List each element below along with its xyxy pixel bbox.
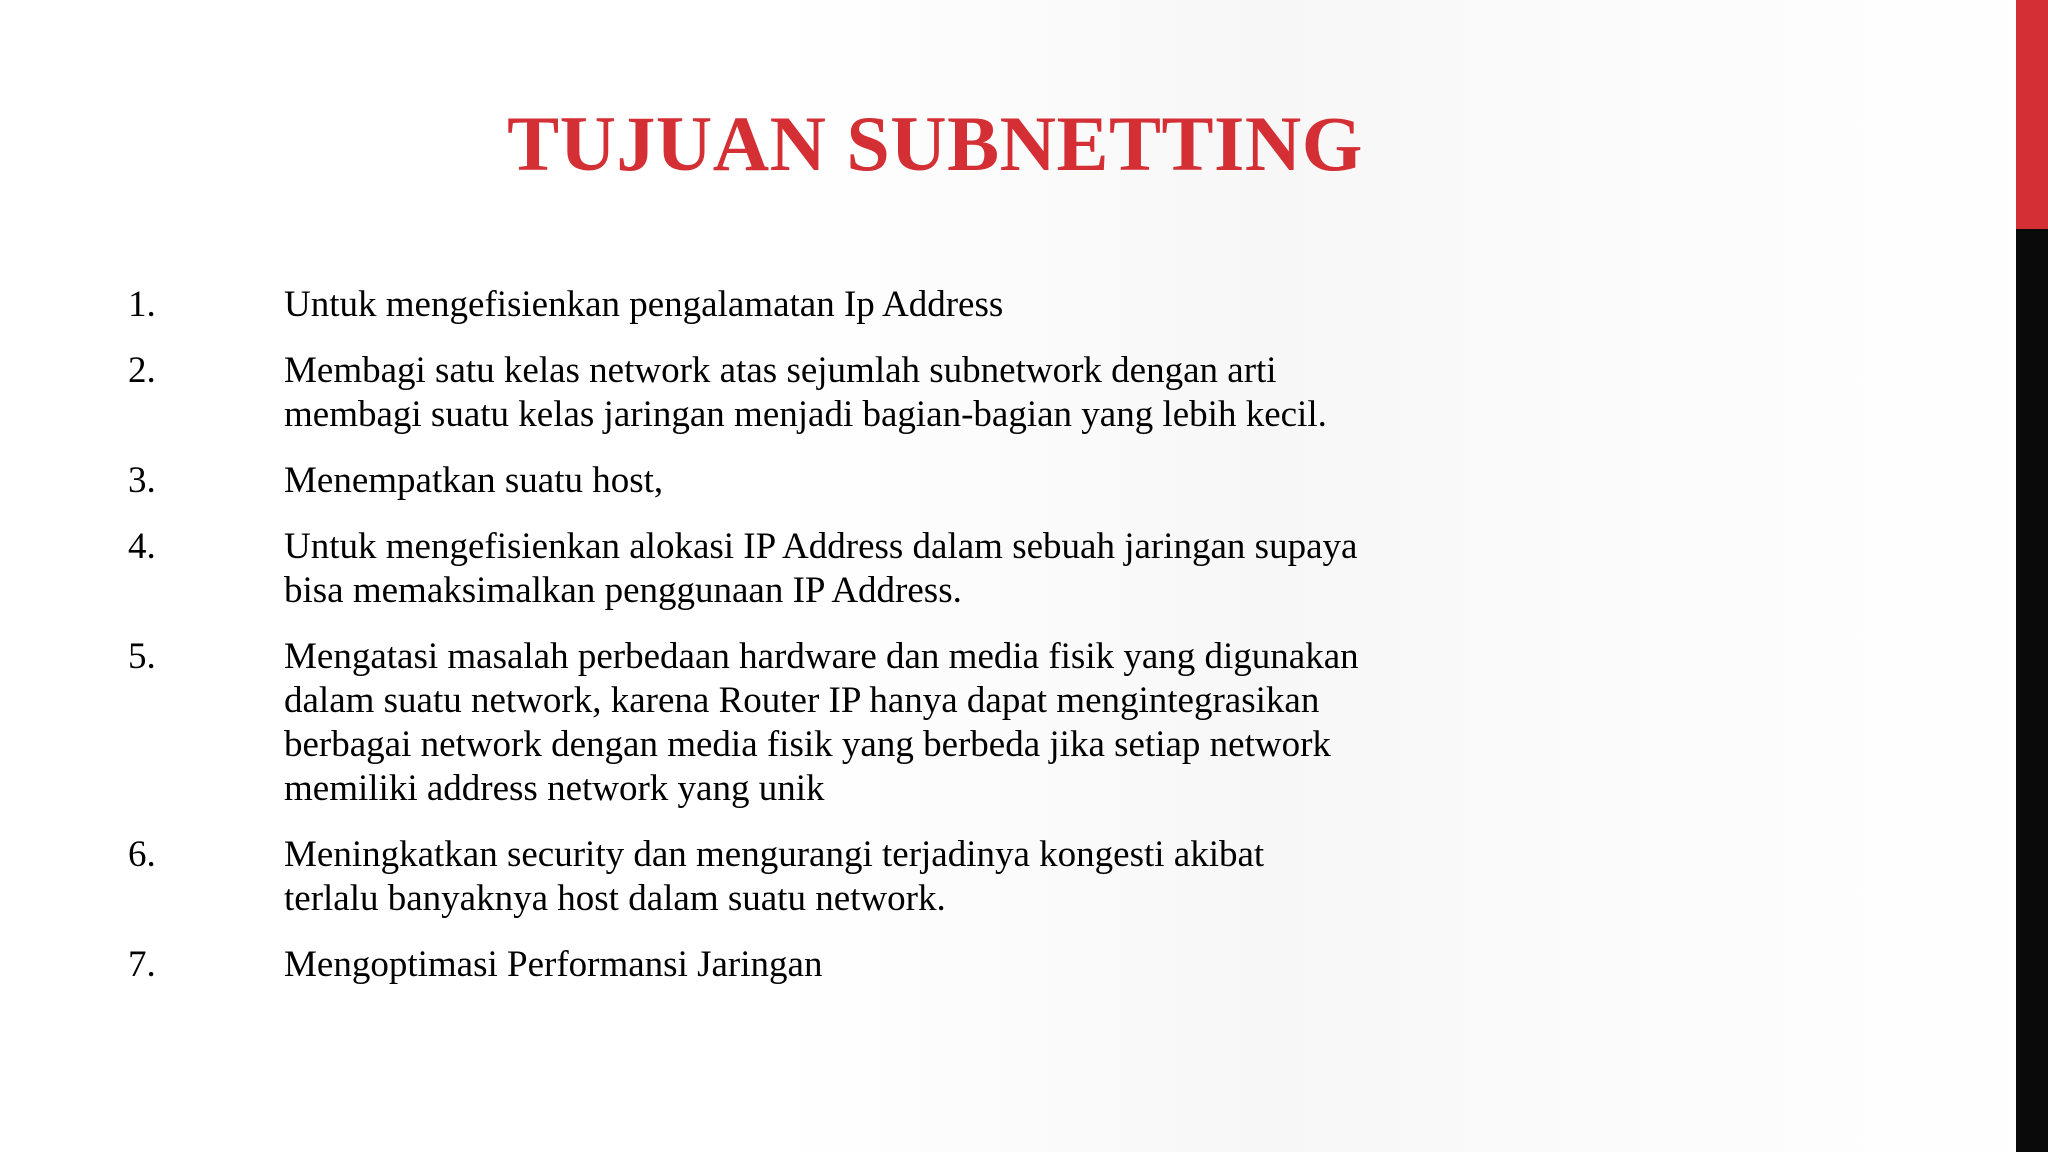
list-item <box>128 635 1528 811</box>
list-item <box>128 525 1528 613</box>
list-item-number: 6. <box>128 834 156 875</box>
list-item <box>128 283 1528 327</box>
list-item-text: Mengatasi masalah perbedaan hardware dan media fisik yang digunakan dalam suatu network, karena Router IP hanya dapat mengintegrasikan berbagai network dengan media fisik yang berbeda jika setiap network memiliki address network yang unik <box>284 636 1359 809</box>
accent-bar-red <box>2016 0 2048 229</box>
list-item-text: Mengoptimasi Performansi Jaringan <box>284 944 823 985</box>
list-item <box>128 943 1528 987</box>
list-item <box>128 833 1528 921</box>
list-item-number: 7. <box>128 944 156 985</box>
list-item-text: Meningkatkan security dan mengurangi terjadinya kongesti akibat terlalu banyaknya host dalam suatu network. <box>284 834 1265 919</box>
list-item-text: Untuk mengefisienkan alokasi IP Address dalam sebuah jaringan supaya bisa memaksimalkan penggunaan IP Address. <box>284 526 1358 611</box>
list-item <box>128 459 1528 503</box>
list-item-number: 5. <box>128 636 156 677</box>
list-item-number: 3. <box>128 460 156 501</box>
slide-title: TUJUAN SUBNETTING <box>507 100 1363 187</box>
list-item <box>128 349 1528 437</box>
list-item-number: 1. <box>128 284 156 325</box>
list-item-text: Membagi satu kelas network atas sejumlah subnetwork dengan arti membagi suatu kelas jaringan menjadi bagian-bagian yang lebih kecil. <box>284 350 1327 435</box>
list-item-text: Menempatkan suatu host, <box>284 460 664 501</box>
list-item-number: 4. <box>128 526 156 567</box>
list-item-text: Untuk mengefisienkan pengalamatan Ip Address <box>284 284 1004 325</box>
accent-bar-black <box>2016 229 2048 1152</box>
list-item-number: 2. <box>128 350 156 391</box>
objectives-list <box>128 283 1528 1009</box>
